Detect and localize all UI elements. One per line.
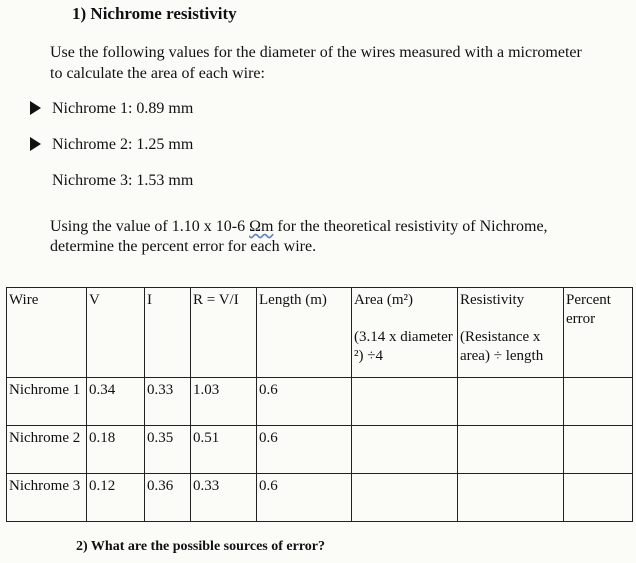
header-wire: Wire — [7, 288, 87, 378]
table-row — [7, 426, 633, 474]
instruction-text-after: for the theoretical resistivity of Nichrome, determine the percent error for each wire. — [50, 218, 548, 255]
cell-v: 0.12 — [87, 474, 145, 522]
cell-resistivity — [458, 474, 564, 522]
header-resistivity — [458, 288, 564, 378]
cell-length: 0.6 — [257, 378, 352, 426]
cell-wire: Nichrome 2 — [7, 426, 87, 474]
header-length: Length (m) — [257, 288, 352, 378]
cell-wire: Nichrome 3 — [7, 474, 87, 522]
header-resistivity-formula: (Resistance x area) ÷ length — [460, 329, 544, 364]
diameter-item-3: Nichrome 3: 1.53 mm — [52, 172, 194, 189]
header-r: R = V/I — [191, 288, 257, 378]
instruction-text-before: Using the value of 1.10 x 10-6 — [50, 218, 250, 235]
diameter-item-2: Nichrome 2: 1.25 mm — [52, 136, 194, 153]
cell-area — [352, 426, 458, 474]
header-area-label: Area (m²) — [354, 292, 414, 308]
resistivity-table — [6, 287, 633, 522]
cell-percent-error — [564, 426, 633, 474]
cell-percent-error — [564, 474, 633, 522]
cell-wire: Nichrome 1 — [7, 378, 87, 426]
cell-percent-error — [564, 378, 633, 426]
cell-r: 1.03 — [191, 378, 257, 426]
cell-length: 0.6 — [257, 426, 352, 474]
header-percent-error: Percent error — [564, 288, 633, 378]
bullet-arrow-icon — [30, 137, 41, 151]
question-2: 2) What are the possible sources of error? — [76, 539, 325, 554]
cell-i: 0.33 — [145, 378, 191, 426]
cell-area — [352, 474, 458, 522]
cell-r: 0.51 — [191, 426, 257, 474]
instruction-paragraph — [50, 217, 610, 257]
section-heading: 1) Nichrome resistivity — [72, 4, 237, 23]
bullet-arrow-icon — [30, 101, 41, 115]
header-i: I — [145, 288, 191, 378]
cell-resistivity — [458, 426, 564, 474]
table-row — [7, 474, 633, 522]
cell-area — [352, 378, 458, 426]
header-area-formula: (3.14 x diameter ²) ÷4 — [354, 329, 453, 364]
resistivity-unit: Ωm — [249, 218, 274, 235]
cell-i: 0.35 — [145, 426, 191, 474]
cell-v: 0.18 — [87, 426, 145, 474]
header-area — [352, 288, 458, 378]
header-v: V — [87, 288, 145, 378]
intro-paragraph: Use the following values for the diameter of the wires measured with a micrometer to calculate the area of each wire: — [50, 44, 582, 82]
cell-resistivity — [458, 378, 564, 426]
header-resistivity-label: Resistivity — [460, 292, 525, 308]
cell-length: 0.6 — [257, 474, 352, 522]
table-header-row — [7, 288, 633, 378]
cell-r: 0.33 — [191, 474, 257, 522]
table-row — [7, 378, 633, 426]
diameter-item-1: Nichrome 1: 0.89 mm — [52, 100, 194, 117]
cell-i: 0.36 — [145, 474, 191, 522]
cell-v: 0.34 — [87, 378, 145, 426]
